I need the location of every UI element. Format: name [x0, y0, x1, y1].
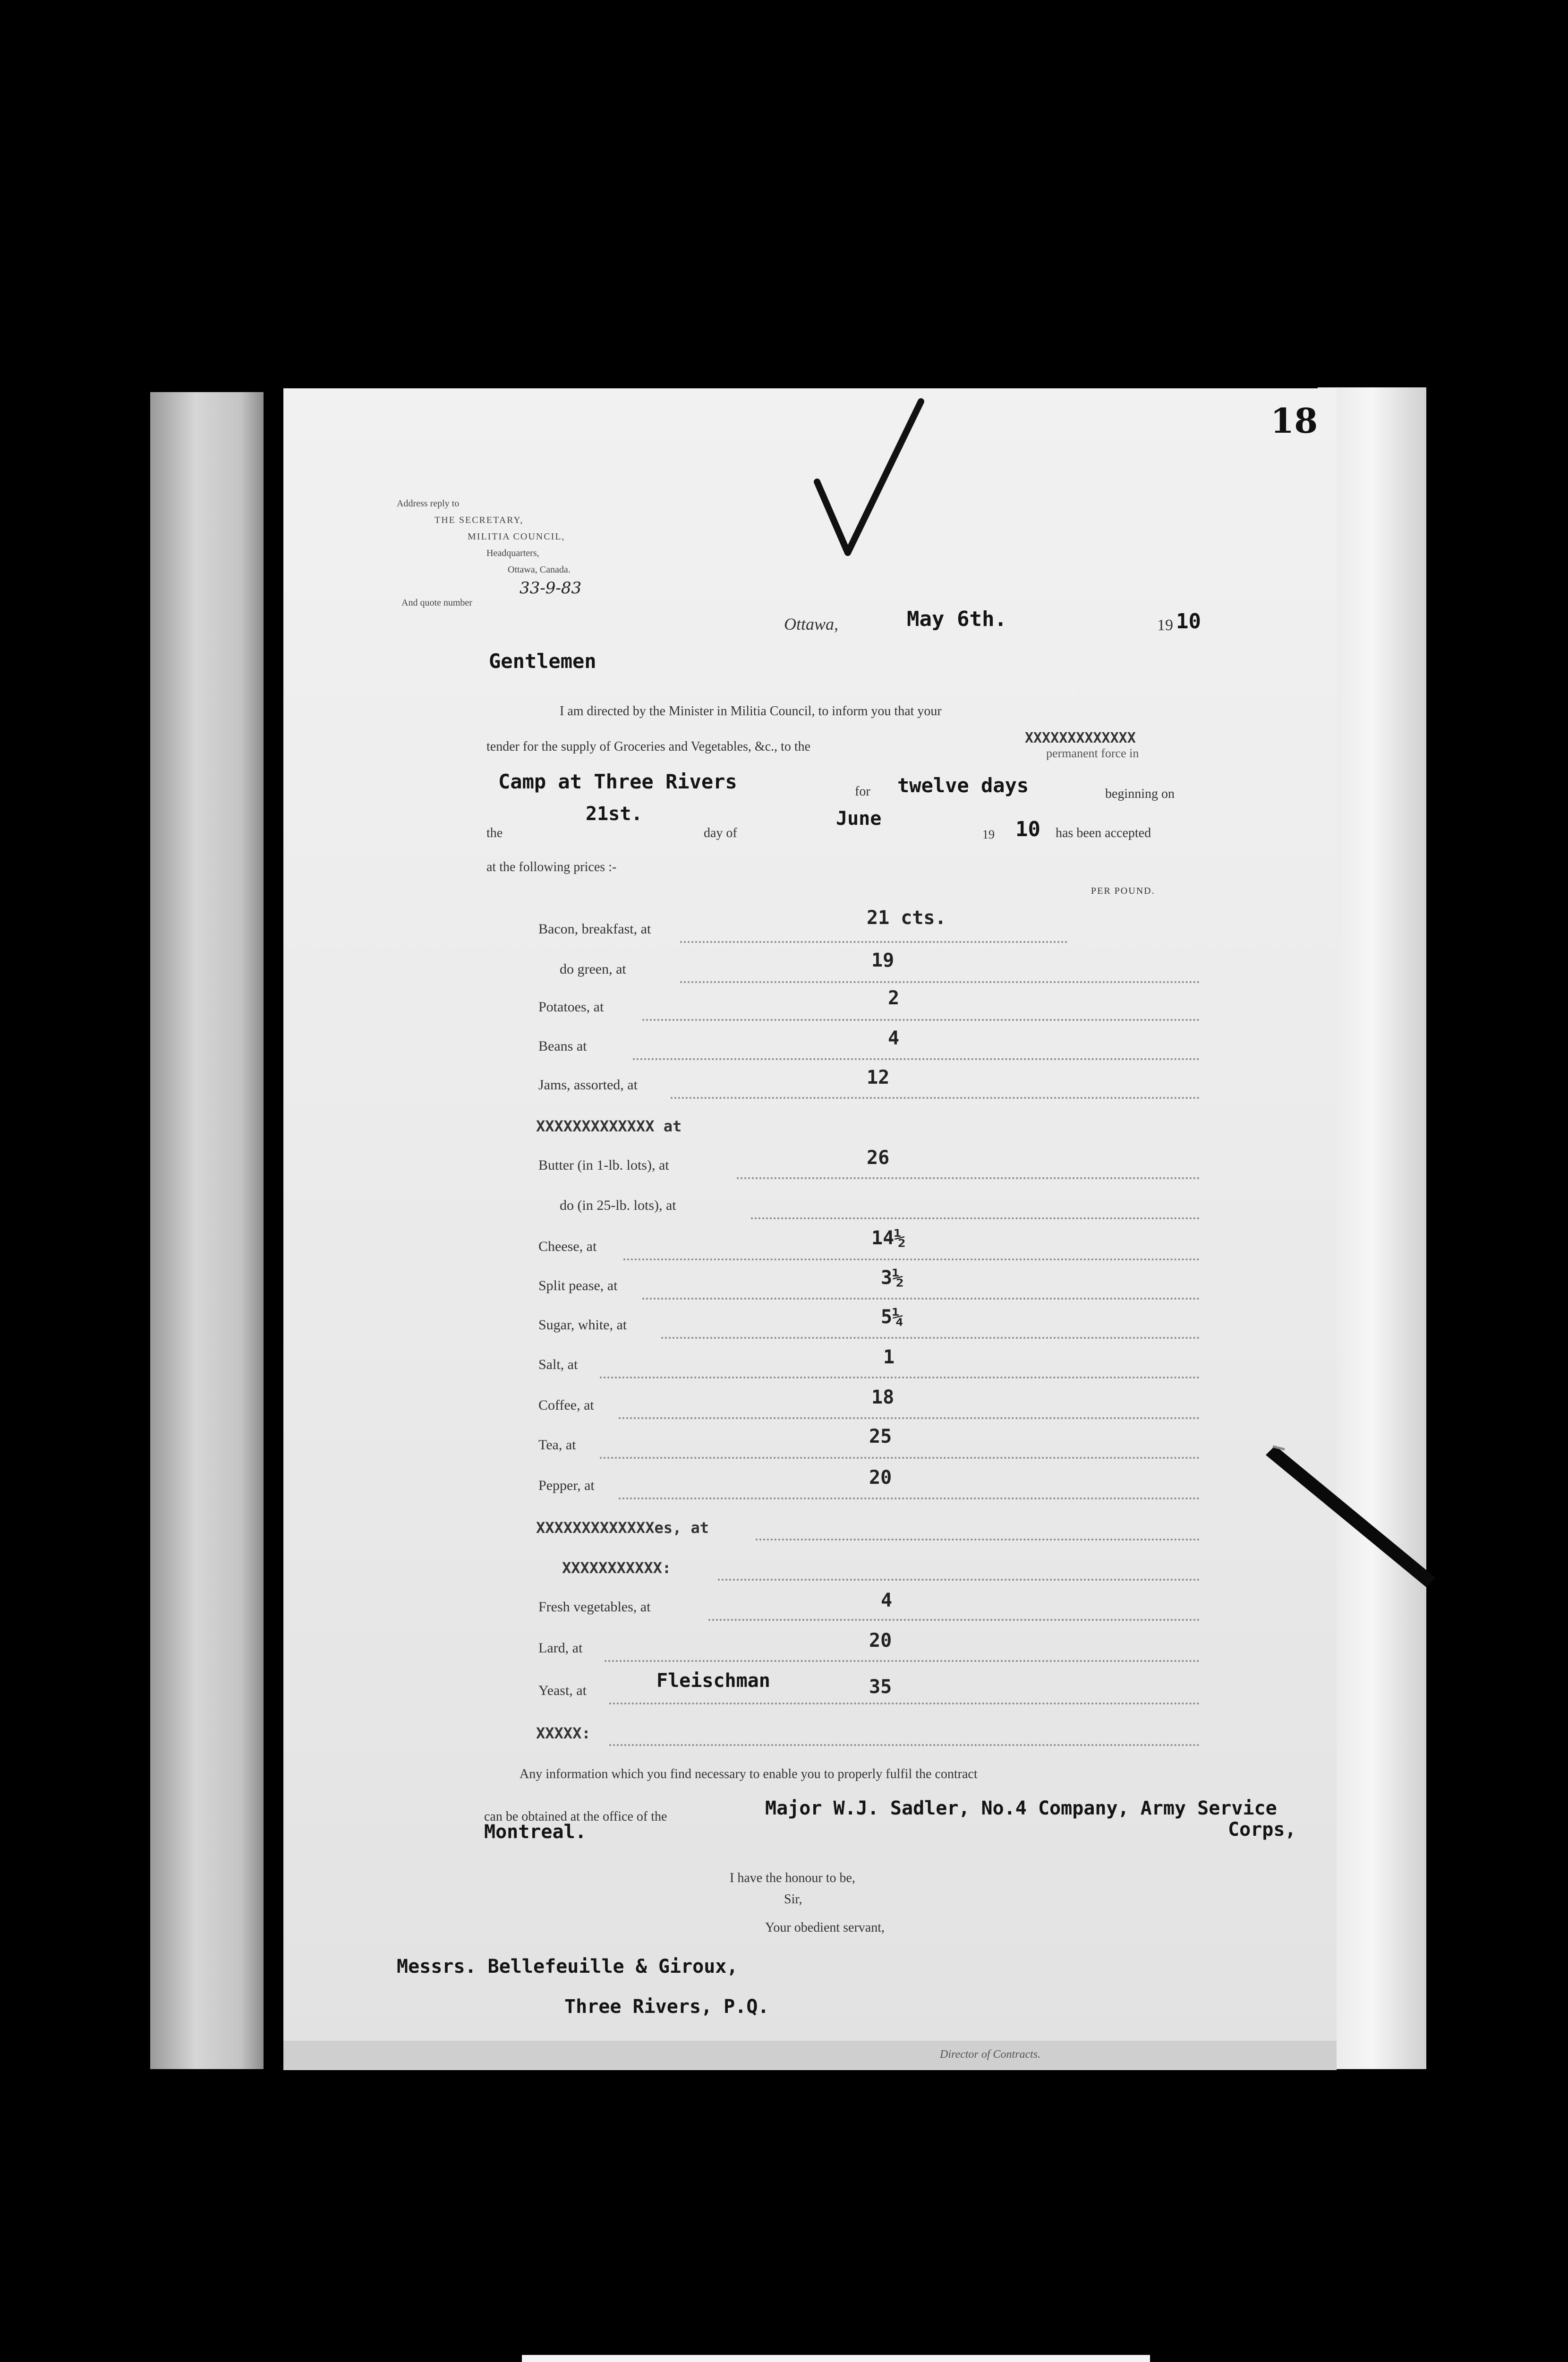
archive-reference-card	[522, 2355, 1150, 2362]
quote-label: And quote number	[401, 598, 472, 608]
leader-dots	[661, 1337, 1200, 1339]
item-label: Potatoes, at	[538, 999, 604, 1015]
leader-dots	[751, 1217, 1200, 1219]
servant-line: Your obedient servant,	[765, 1920, 885, 1935]
date-year-prefix: 19	[1157, 616, 1173, 634]
item-price: 25	[869, 1426, 892, 1447]
day-of-label: day of	[704, 826, 737, 840]
leader-dots	[619, 1498, 1200, 1499]
letterhead-line4: Headquarters,	[486, 548, 539, 558]
camp-name: Camp at Three Rivers	[498, 770, 737, 793]
item-label: Coffee, at	[538, 1397, 594, 1413]
check-mark-icon	[803, 392, 935, 572]
book-left-edge	[150, 392, 264, 2069]
item-price: 19	[871, 950, 895, 971]
officer-name-cont: Corps,	[1228, 1819, 1296, 1840]
leader-dots	[609, 1703, 1200, 1704]
date-place: Ottawa,	[784, 615, 839, 633]
officer-name: Major W.J. Sadler, No.4 Company, Army Service	[765, 1797, 1277, 1819]
salutation: Gentlemen	[489, 650, 597, 673]
duration: twelve days	[897, 774, 1029, 797]
pen-tip	[1266, 1436, 1445, 1597]
item-price: 4	[881, 1590, 893, 1611]
item-label: Salt, at	[538, 1357, 578, 1372]
per-pound-header: PER POUND.	[1091, 886, 1155, 896]
leader-dots	[642, 1019, 1200, 1021]
item-price: 20	[869, 1630, 892, 1652]
item-price: 20	[869, 1467, 892, 1489]
item-label: Beans at	[538, 1038, 587, 1054]
item-price: 14½	[871, 1227, 906, 1249]
item-price: 1	[883, 1346, 895, 1368]
letterhead-line2: THE SECRETARY,	[435, 515, 524, 525]
body-line2: tender for the supply of Groceries and Vegetables, &c., to the	[486, 739, 811, 754]
for-label: for	[855, 784, 870, 799]
item-price: 35	[869, 1676, 892, 1698]
body-line1: I am directed by the Minister in Militia Council, to inform you that your	[560, 704, 942, 719]
accepted-label: has been accepted	[1056, 826, 1151, 840]
signature-title: Director of Contracts.	[940, 2048, 1041, 2061]
start-day: 21st.	[586, 803, 643, 825]
item-label: Yeast, at	[538, 1683, 587, 1698]
overtyped-text: permanent force in	[1046, 746, 1139, 760]
date-year: 10	[1176, 609, 1201, 633]
obtained-at-line: can be obtained at the office of the	[484, 1809, 667, 1824]
item-price: 18	[871, 1386, 895, 1408]
item-label: do green, at	[560, 961, 626, 977]
leader-dots	[633, 1058, 1200, 1060]
letterhead-line1: Address reply to	[397, 498, 460, 509]
item-price: 3½	[881, 1267, 904, 1289]
item-price: 2	[888, 987, 900, 1009]
honour-line: I have the honour to be,	[730, 1871, 855, 1885]
leader-dots	[609, 1744, 1200, 1746]
leader-dots	[671, 1097, 1200, 1099]
leader-dots	[623, 1258, 1200, 1260]
item-price: 26	[867, 1147, 890, 1169]
date-day: May 6th.	[907, 607, 1007, 631]
item-label: Butter (in 1-lb. lots), at	[538, 1157, 669, 1173]
leader-dots	[619, 1417, 1200, 1419]
leader-dots	[605, 1660, 1200, 1662]
item-label: Lard, at	[538, 1640, 583, 1656]
page-bottom-strip	[283, 2041, 1337, 2069]
item-label: Sugar, white, at	[538, 1317, 627, 1333]
addressee-city: Three Rivers, P.Q.	[564, 1996, 769, 2018]
leader-dots	[756, 1539, 1200, 1540]
the-label: the	[486, 826, 503, 840]
addressee-name: Messrs. Bellefeuille & Giroux,	[397, 1956, 738, 1977]
item-label: Bacon, breakfast, at	[538, 921, 651, 937]
quote-number: 33-9-83	[520, 579, 582, 598]
item-label: Pepper, at	[538, 1478, 595, 1493]
item-label: Fresh vegetables, at	[538, 1599, 651, 1615]
sir-line: Sir,	[784, 1892, 802, 1907]
leader-dots	[718, 1579, 1200, 1581]
item-label-struck: XXXXXXXXXXX:	[562, 1559, 672, 1577]
item-label: Tea, at	[538, 1437, 576, 1453]
leader-dots	[600, 1457, 1200, 1459]
item-label: Cheese, at	[538, 1239, 597, 1254]
yeast-brand: Fleischman	[656, 1670, 770, 1692]
item-price: 4	[888, 1027, 900, 1049]
item-price: 21 cts.	[867, 907, 946, 929]
item-price: 5¼	[881, 1306, 904, 1328]
start-month: June	[836, 808, 882, 830]
montreal-city: Montreal.	[484, 1821, 587, 1843]
item-label: Jams, assorted, at	[538, 1077, 638, 1093]
beginning-label: beginning on	[1105, 787, 1175, 801]
letterhead-line5: Ottawa, Canada.	[508, 565, 571, 575]
leader-dots	[680, 981, 1200, 983]
item-label-struck: XXXXX:	[536, 1724, 591, 1742]
item-label: Split pease, at	[538, 1278, 618, 1293]
letterhead-line3: MILITIA COUNCIL,	[468, 531, 565, 542]
leader-dots	[680, 941, 1067, 943]
item-label: do (in 25-lb. lots), at	[560, 1198, 676, 1213]
leader-dots	[708, 1619, 1200, 1621]
start-year-prefix: 19	[982, 828, 995, 841]
item-label-struck: XXXXXXXXXXXXX at	[536, 1117, 682, 1135]
page-number: 18	[1270, 401, 1318, 441]
leader-dots	[737, 1177, 1200, 1179]
item-label-struck: XXXXXXXXXXXXXes, at	[536, 1519, 709, 1537]
item-price: 12	[867, 1067, 890, 1088]
leader-dots	[642, 1298, 1200, 1300]
leader-dots	[600, 1377, 1200, 1378]
start-year: 10	[1015, 817, 1040, 841]
prices-intro: at the following prices :-	[486, 860, 617, 874]
info-line: Any information which you find necessary to enable you to properly fulfil the contract	[520, 1767, 978, 1781]
struck-out-text: XXXXXXXXXXXXX	[1025, 730, 1136, 746]
